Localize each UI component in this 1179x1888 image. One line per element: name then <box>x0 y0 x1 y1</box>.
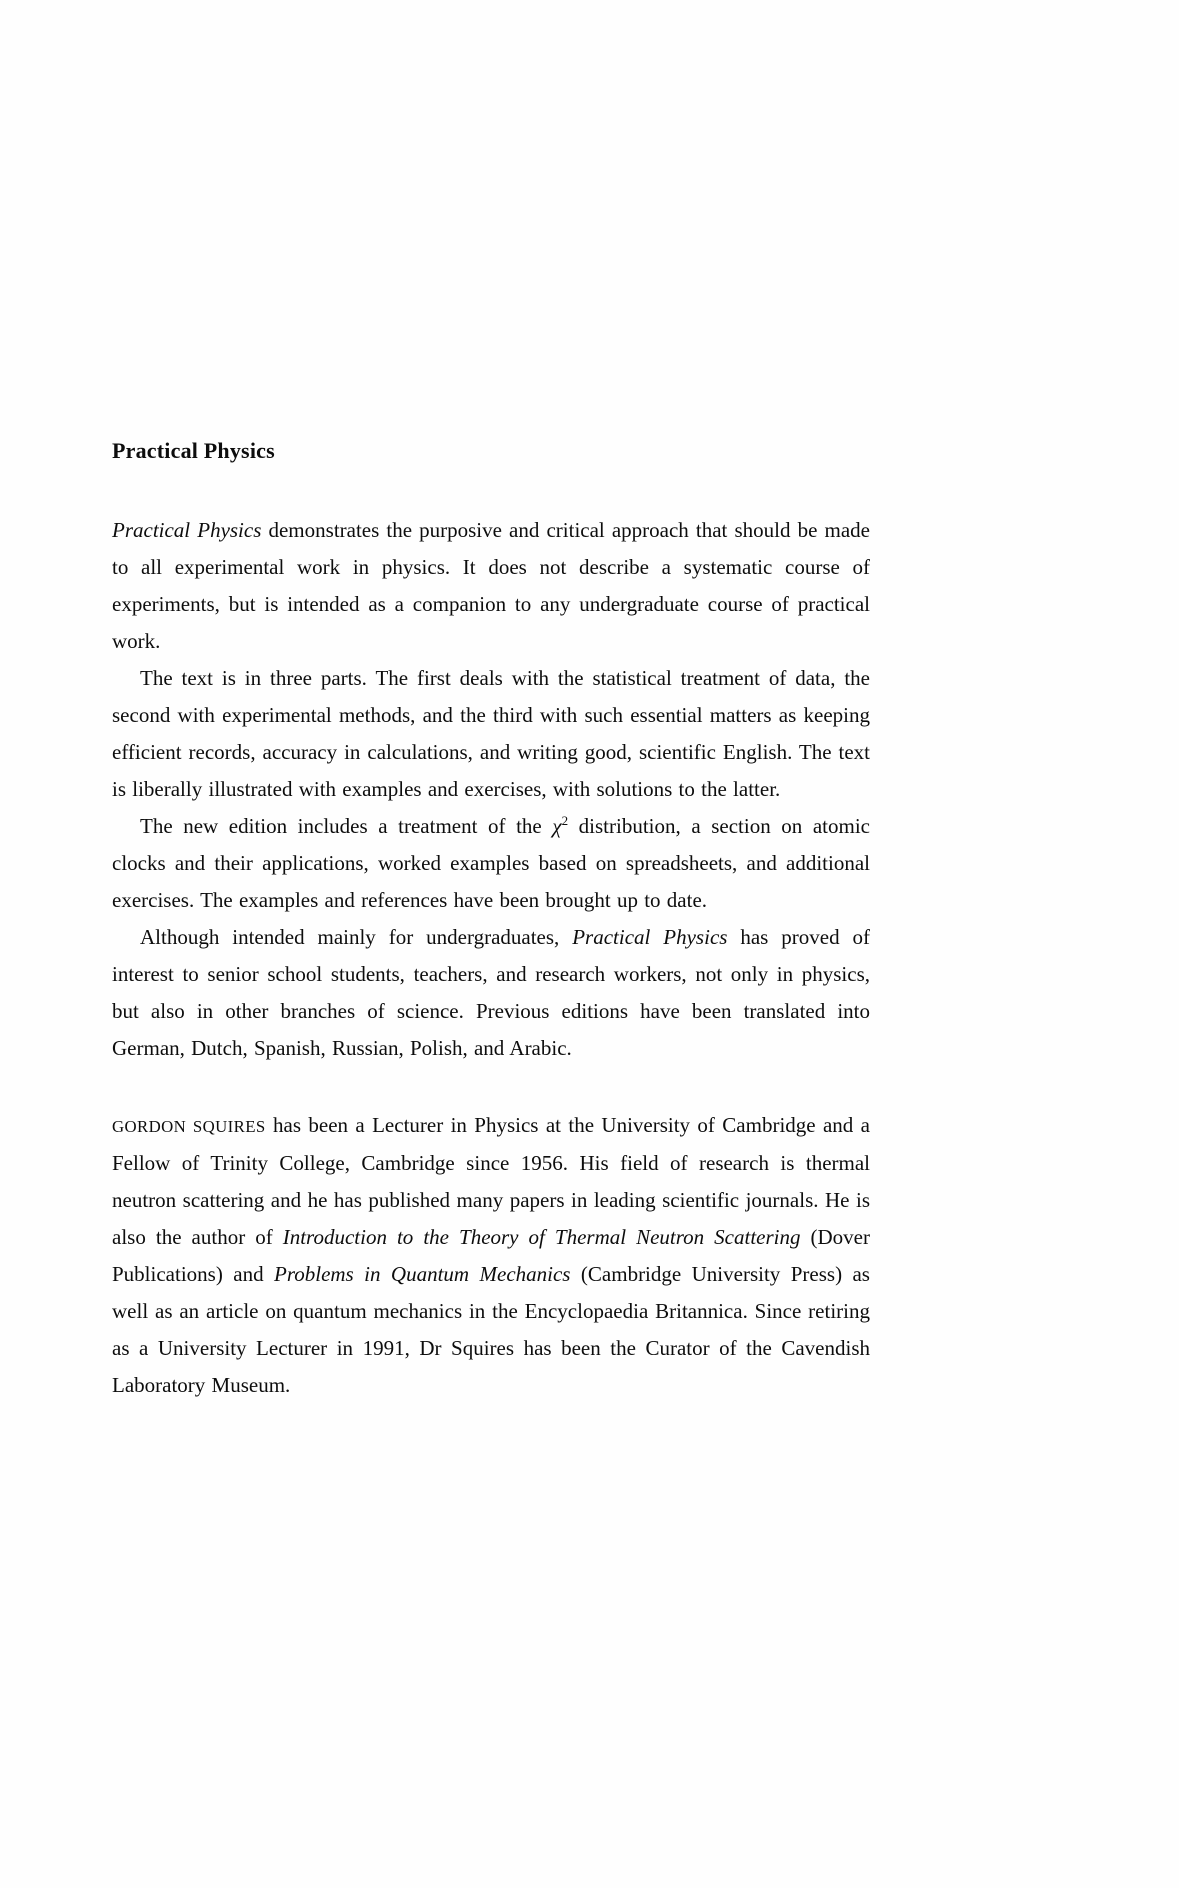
text-segment: Problems in Quantum Mechanics <box>274 1262 571 1286</box>
text-segment: Practical Physics <box>572 925 728 949</box>
paragraph <box>112 512 870 660</box>
text-segment: has been a Lecturer in Physics at the University of Cambridge and a Fellow of Trinity College, Cambridge since 1956. His field of research is thermal neutron scattering and he has published many papers in leading scientific journals. He is also the author of <box>112 1113 870 1249</box>
text-segment: GORDON SQUIRES <box>112 1117 266 1136</box>
text-segment: Practical Physics <box>112 518 262 542</box>
text-segment: χ <box>552 814 562 838</box>
text-segment: (Dover Publications) and <box>112 1225 870 1286</box>
page-title: Practical Physics <box>112 438 275 463</box>
text-segment: Although intended mainly for undergraduates, <box>140 925 573 949</box>
text-segment: Introduction to the Theory of Thermal Neutron Scattering <box>282 1225 801 1249</box>
paragraph <box>112 660 870 808</box>
text-segment: distribution, a section on atomic clocks and their applications, worked examples based on spreadsheets, and additional exercises. The examples and references have been brought up to date. <box>112 814 870 912</box>
paragraph <box>112 1107 870 1404</box>
text-block <box>112 438 870 1404</box>
paragraph <box>112 808 870 919</box>
text-segment: has proved of interest to senior school students, teachers, and research workers, not only in physics, but also in other branches of science. Previous editions have been translated into German, Dutch, Spanish, Russian, Polish, and Arabic. <box>112 925 870 1060</box>
text-segment: (Cambridge University Press) as well as an article on quantum mechanics in the Encyclopaedia Britannica. Since retiring as a University Lecturer in 1991, Dr Squires has been the Curator of the Cavendish Laboratory Museum. <box>112 1262 870 1397</box>
book-description <box>112 512 870 1404</box>
paragraph <box>112 919 870 1067</box>
text-segment: demonstrates the purposive and critical approach that should be made to all experimental work in physics. It does not describe a systematic course of experiments, but is intended as a companion to any undergraduate course of practical work. <box>112 518 870 653</box>
text-segment: The text is in three parts. The first deals with the statistical treatment of data, the second with experimental methods, and the third with such essential matters as keeping efficient records, accuracy in calculations, and writing good, scientific English. The text is liberally illustrated with examples and exercises, with solutions to the latter. <box>112 666 870 801</box>
text-segment: 2 <box>561 813 569 828</box>
text-segment: The new edition includes a treatment of the <box>140 814 553 838</box>
